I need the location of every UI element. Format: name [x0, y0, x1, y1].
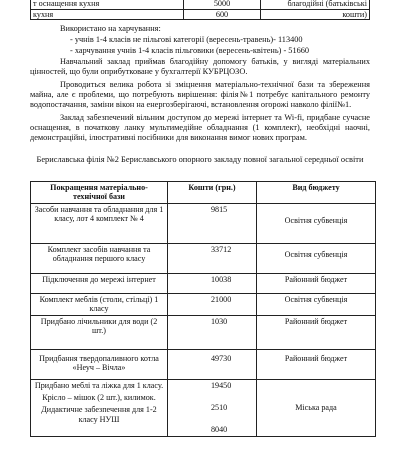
food-heading: Використано на харчування:	[60, 24, 161, 33]
column-header: Покращення матеріально-технічної бази	[31, 182, 168, 204]
charity-paragraph: Навчальний заклад приймав благодійну допомогу батьків, у вигляді матеріальних цінностей, що були оприбутковане у бухгалтерії КУБРЦОЗО.	[30, 57, 370, 77]
budget-value: Районний бюджет	[284, 353, 348, 363]
table-cell-budget	[257, 349, 376, 379]
table-cell-item: Придбано лічильники для води (2 шт.)	[31, 315, 168, 349]
table-cell-item: Комплект засобів навчання та обладнання першого класу	[31, 243, 168, 273]
table-cell-sum	[168, 273, 257, 293]
table-header-row	[31, 182, 376, 204]
item-chair-bag: Крісло – мішок (2 шт.), килимок.	[42, 393, 156, 403]
top-table-fragment	[30, 0, 370, 20]
budget-value: Міська рада	[295, 403, 337, 413]
table-cell-sum	[168, 379, 257, 436]
sum-value: 10038	[211, 274, 232, 284]
column-header: Вид бюджету	[257, 182, 376, 204]
budget-value: Районний бюджет	[284, 274, 348, 284]
table-cell: кухня	[31, 9, 184, 20]
table-cell: 5000	[184, 0, 261, 9]
table-caption: Бериславська філія №2 Бериславського опорного закладу повної загальної середньої освіти	[36, 155, 364, 164]
table-cell-budget	[257, 315, 376, 349]
column-header: Кошти (грн.)	[168, 182, 257, 204]
internet-paragraph: Заклад забезпечений вільним доступом до мережі інтернет та Wi-fi, придбане сучасне оснащення, в початкову ланку мультимедійне обладнання (1 комплект), необхідні наочні, демонстраційні, ілюстративні посібники для виконання вимог нових програм.	[30, 113, 370, 143]
sum-value: 19450	[211, 380, 232, 390]
table-row	[31, 349, 376, 379]
item-furniture: Придбано меблі та ліжка для 1 класу.	[34, 380, 164, 390]
budget-value: Освітня субвенція	[284, 215, 348, 225]
budget-value: Районний бюджет	[284, 316, 348, 326]
table-cell-item: Підключення до мережі інтернет	[31, 273, 168, 293]
table-cell-item: Придбання твердопаливного котла «Неуч – Вічла»	[31, 349, 168, 379]
table-row	[31, 273, 376, 293]
table-cell: т оснащення кухня	[31, 0, 184, 9]
table-cell-item: Комплект меблів (столи, стільці) 1 класу	[31, 293, 168, 315]
table-cell-item	[31, 379, 168, 436]
table-cell-budget	[257, 379, 376, 436]
table-cell-sum	[168, 293, 257, 315]
table-row	[31, 379, 376, 436]
improvements-table	[30, 181, 376, 437]
table-row	[31, 9, 370, 20]
budget-value: Освітня субвенція	[284, 294, 348, 304]
sum-value: 8040	[211, 425, 228, 435]
table-cell-sum	[168, 203, 257, 243]
sum-value: 21000	[211, 294, 232, 304]
sum-value: 49730	[211, 353, 232, 363]
table-row	[31, 203, 376, 243]
food-item-benefit: - харчування учнів 1-4 класів пільговики (вересень-квітень) - 51660	[70, 46, 310, 55]
table-cell: 600	[184, 9, 261, 20]
table-cell-sum	[168, 315, 257, 349]
table-row	[31, 293, 376, 315]
sum-value: 2510	[211, 403, 228, 413]
table-row	[31, 243, 376, 273]
sum-value: 9815	[211, 204, 228, 214]
food-item-pupils: - учнів 1-4 класів не пільгові категорії (вересень-травень)- 113400	[70, 35, 303, 44]
table-cell: кошти)	[261, 9, 370, 20]
table-cell-budget	[257, 243, 376, 273]
table-row	[31, 315, 376, 349]
repairs-paragraph: Проводиться велика робота зі зміцнення матеріально-технічної бази та збереження майна, але є проблеми, що потребують вирішення: філія№1 потребує капітального ремонту водопостачання, заміни вікон на енергозберігаючі, встановлення огорожі навколо філії№1.	[30, 80, 370, 110]
sum-value: 1030	[211, 316, 228, 326]
item-didactic: Дидактичне забезпечення для 1-2 класу НУШ	[41, 405, 157, 424]
table-cell-item: Засоби навчання та обладнання для 1 класу, лот 4 комплект № 4	[31, 203, 168, 243]
table-cell-sum	[168, 349, 257, 379]
budget-value: Освітня субвенція	[284, 249, 348, 259]
table-cell-budget	[257, 293, 376, 315]
table-cell-budget	[257, 203, 376, 243]
table-cell-sum	[168, 243, 257, 273]
table-row	[31, 0, 370, 9]
sum-value: 33712	[211, 244, 232, 254]
table-cell-budget	[257, 273, 376, 293]
table-cell: благодійні (батьківські	[261, 0, 370, 9]
